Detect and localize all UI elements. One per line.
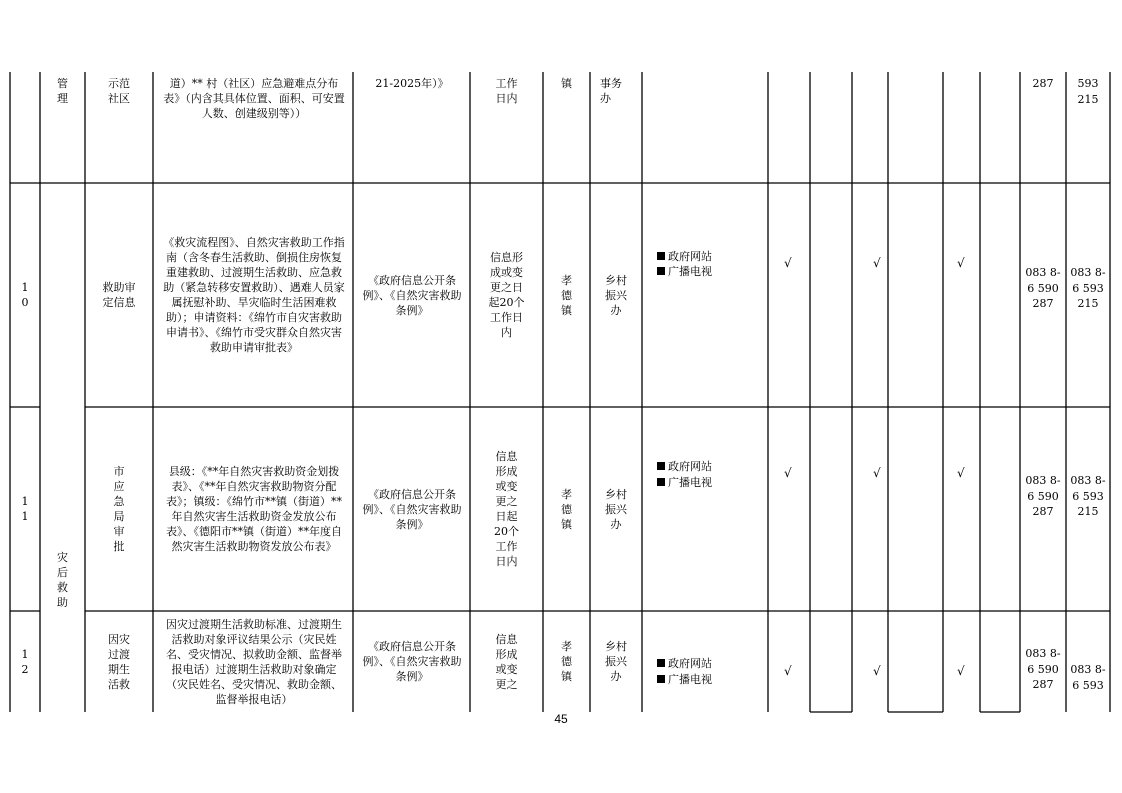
square-bullet-icon: [657, 478, 665, 486]
row10-item: 救助审 定信息: [102, 281, 136, 309]
row11-subject: 孝 德 镇: [561, 487, 572, 531]
row1-subject: 镇: [561, 77, 572, 90]
row1-phone2: 593 215: [1077, 77, 1099, 106]
square-bullet-icon: [657, 462, 665, 470]
square-bullet-icon: [657, 252, 665, 260]
row1-item: 示范 社区: [108, 77, 130, 105]
row12-dept: 乡村 振兴 办: [605, 640, 627, 683]
channel-label: 政府网站: [668, 250, 712, 263]
row11-basis: 《政府信息公开条例》、《自然灾害救助条例》: [362, 487, 462, 531]
row12-channel-web: [657, 656, 712, 672]
row12-check-2: √: [873, 664, 881, 678]
row12-time: 信息 形成 或变 更之: [495, 632, 518, 691]
channel-label: 政府网站: [668, 657, 712, 670]
row12-channel-tv: [657, 672, 712, 688]
row12-phone2: 083 8-6 593: [1070, 663, 1106, 692]
row10-phone1: 083 8-6 590 287: [1025, 266, 1061, 310]
row11-dept: 乡村 振兴 办: [605, 487, 627, 531]
row10-seq: 1 0: [21, 281, 29, 309]
row11-check-1: √: [784, 466, 792, 480]
row11-phone1: 083 8-6 590 287: [1025, 474, 1061, 518]
row11-channel-tv: [657, 475, 712, 491]
row11-check-3: √: [957, 466, 965, 480]
row11-content: 县级：《**年自然灾害救助资金划拨表》、《**年自然灾害救助物资分配表》；镇级：《绵竹市**镇（街道）**年自然灾害生活救助资金发放公布表》、《德阳市**镇（街道）**年度自然灾害生活救助物资发放公布表》: [166, 465, 342, 553]
row11-item: 市 应 急 局 审 批: [113, 465, 125, 553]
row11-channel-web: [657, 459, 712, 475]
channel-label: 广播电视: [668, 265, 712, 278]
channel-label: 政府网站: [668, 460, 712, 473]
row12-subject: 孝 德 镇: [561, 640, 572, 683]
row11-phone2: 083 8-6 593 215: [1070, 474, 1106, 518]
row12-check-3: √: [957, 664, 965, 678]
channel-label: 广播电视: [668, 673, 712, 686]
row12-content: 因灾过渡期生活救助标准、过渡期生活救助对象评议结果公示（灾民姓名、受灾情况、拟救助金额、监督举报电话）过渡期生活救助对象确定（灾民姓名、受灾情况、救助金额、监督举报电话）: [166, 617, 342, 706]
row10-basis: 《政府信息公开条例》、《自然灾害救助条例》: [362, 273, 462, 317]
row1-basis: 21-2025年）》: [375, 77, 449, 90]
channel-label: 广播电视: [668, 476, 712, 489]
square-bullet-icon: [657, 267, 665, 275]
row10-phone2: 083 8-6 593 215: [1070, 266, 1106, 310]
row10-time: 信息形 成或变 更之日 起20个 工作日 内: [488, 251, 525, 339]
row10-subject: 孝 德 镇: [561, 273, 572, 317]
row10-check-1: √: [784, 256, 792, 270]
square-bullet-icon: [657, 659, 665, 667]
row10-check-2: √: [873, 256, 881, 270]
row10-dept: 乡村 振兴 办: [605, 273, 627, 317]
row12-check-1: √: [784, 664, 792, 678]
row12-item: 因灾 过渡 期生 活救: [108, 632, 130, 691]
row12-seq: 1 2: [21, 647, 29, 676]
row10-content: 《救灾流程图》、自然灾害救助工作指南（含冬春生活救助、倒损住房恢复重建救助、过渡期生活救助、应急救助（紧急转移安置救助）、遇难人员家属抚慰补助、旱灾临时生活困难救助）；申请资料：《绵竹市自灾害救助申请书》、《绵竹市受灾群众自然灾害救助申请审批表》: [163, 236, 345, 354]
row11-time: 信息 形成 或变 更之 日起 20个 工作 日内: [494, 450, 519, 568]
page-number: 45: [554, 712, 568, 726]
row1-dept: 事务 办: [600, 77, 622, 105]
row1-time: 工作 日内: [495, 77, 518, 105]
row10-channel-tv: [657, 264, 712, 280]
row11-seq: 1 1: [21, 495, 29, 523]
row10-channel-web: [657, 249, 712, 265]
row12-phone1: 083 8-6 590 287: [1025, 647, 1061, 691]
row1-category: 管 理: [57, 77, 68, 105]
row10-check-3: √: [957, 256, 965, 270]
row12-basis: 《政府信息公开条例》、《自然灾害救助条例》: [362, 640, 462, 683]
row1-phone1: 287: [1032, 77, 1054, 90]
square-bullet-icon: [657, 675, 665, 683]
row11-check-2: √: [873, 466, 881, 480]
row1-content: 道）** 村（社区）应急避难点分布表》（内含其具体位置、面积、可安置人数、创建级别等））: [163, 77, 345, 120]
category-post-disaster-relief: 灾 后 救 助: [57, 551, 68, 609]
